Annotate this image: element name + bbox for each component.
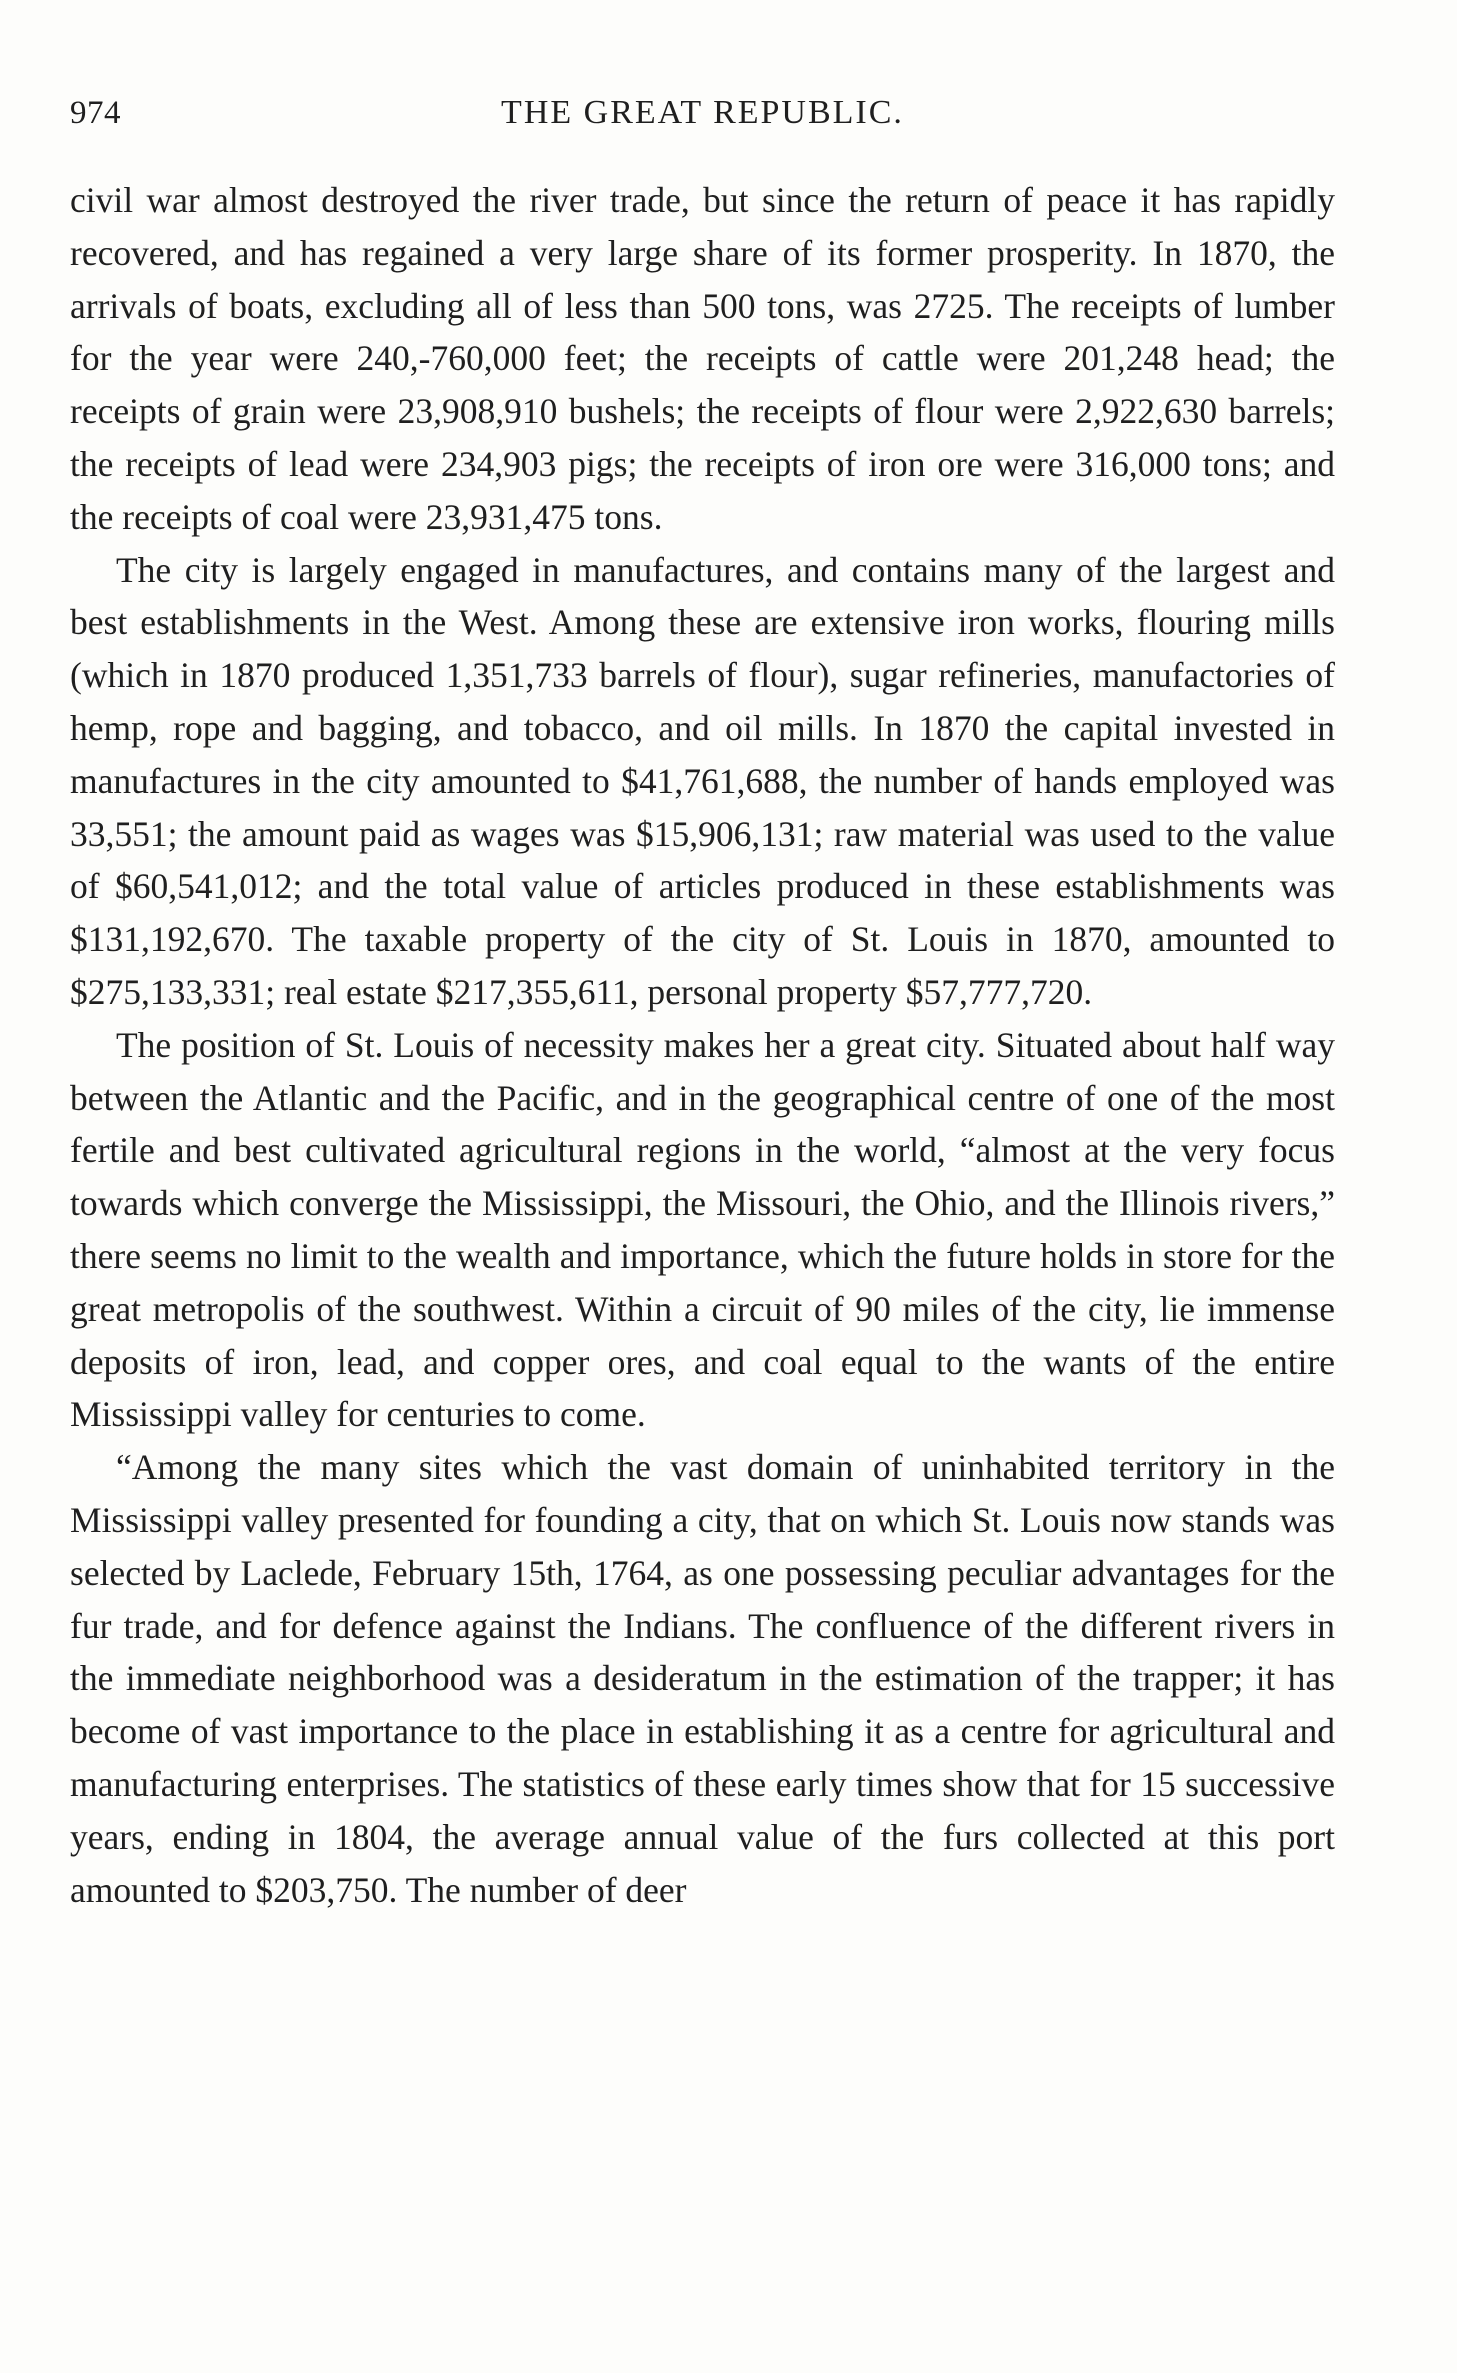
running-title: THE GREAT REPUBLIC. [501,94,904,131]
paragraph-history: “Among the many sites which the vast domain of uninhabited territory in the Mississippi valley presented for founding a city, that on which St. Louis now stands was selected by Laclede, February 15th, 1764, as one possessing peculiar advantages for the fur trade, and for defence against the Indians. The confluence of the different rivers in the immediate neighborhood was a desideratum in the estimation of the trapper; it has become of vast importance to the place in establishing it as a centre for agricultural and manufacturing enterprises. The statistics of these early times show that for 15 successive years, ending in 1804, the average annual value of the furs collected at this port amounted to $203,750. The number of deer [70,1447,1335,1910]
body-text [70,174,1335,1916]
paragraph-river-trade: civil war almost destroyed the river trade, but since the return of peace it has rapidly recovered, and has regained a very large share of its former prosperity. In 1870, the arrivals of boats, excluding all of less than 500 tons, was 2725. The receipts of lumber for the year were 240,-760,000 feet; the receipts of cattle were 201,248 head; the receipts of grain were 23,908,910 bushels; the receipts of flour were 2,922,630 barrels; the receipts of lead were 234,903 pigs; the receipts of iron ore were 316,000 tons; and the receipts of coal were 23,931,475 tons. [70,180,1335,537]
page-header [70,88,1335,138]
page-number: 974 [70,95,121,131]
paragraph-position: The position of St. Louis of necessity makes her a great city. Situated about half way between the Atlantic and the Pacific, and in the geographical centre of one of the most fertile and best cultivated agricultural regions in the world, “almost at the very focus towards which converge the Mississippi, the Missouri, the Ohio, and the Illinois rivers,” there seems no limit to the wealth and importance, which the future holds in store for the great metropolis of the southwest. Within a circuit of 90 miles of the city, lie immense deposits of iron, lead, and copper ores, and coal equal to the wants of the entire Mississippi valley for centuries to come. [70,1024,1335,1435]
paragraph-manufactures: The city is largely engaged in manufactures, and contains many of the largest and best establishments in the West. Among these are extensive iron works, flouring mills (which in 1870 produced 1,351,733 barrels of flour), sugar refineries, manufactories of hemp, rope and bagging, and tobacco, and oil mills. In 1870 the capital invested in manufactures in the city amounted to $41,761,688, the number of hands employed was 33,551; the amount paid as wages was $15,906,131; raw material was used to the value of $60,541,012; and the total value of articles produced in these establishments was $131,192,670. The taxable property of the city of St. Louis in 1870, amounted to $275,133,331; real estate $217,355,611, personal property $57,777,720. [70,549,1335,1012]
